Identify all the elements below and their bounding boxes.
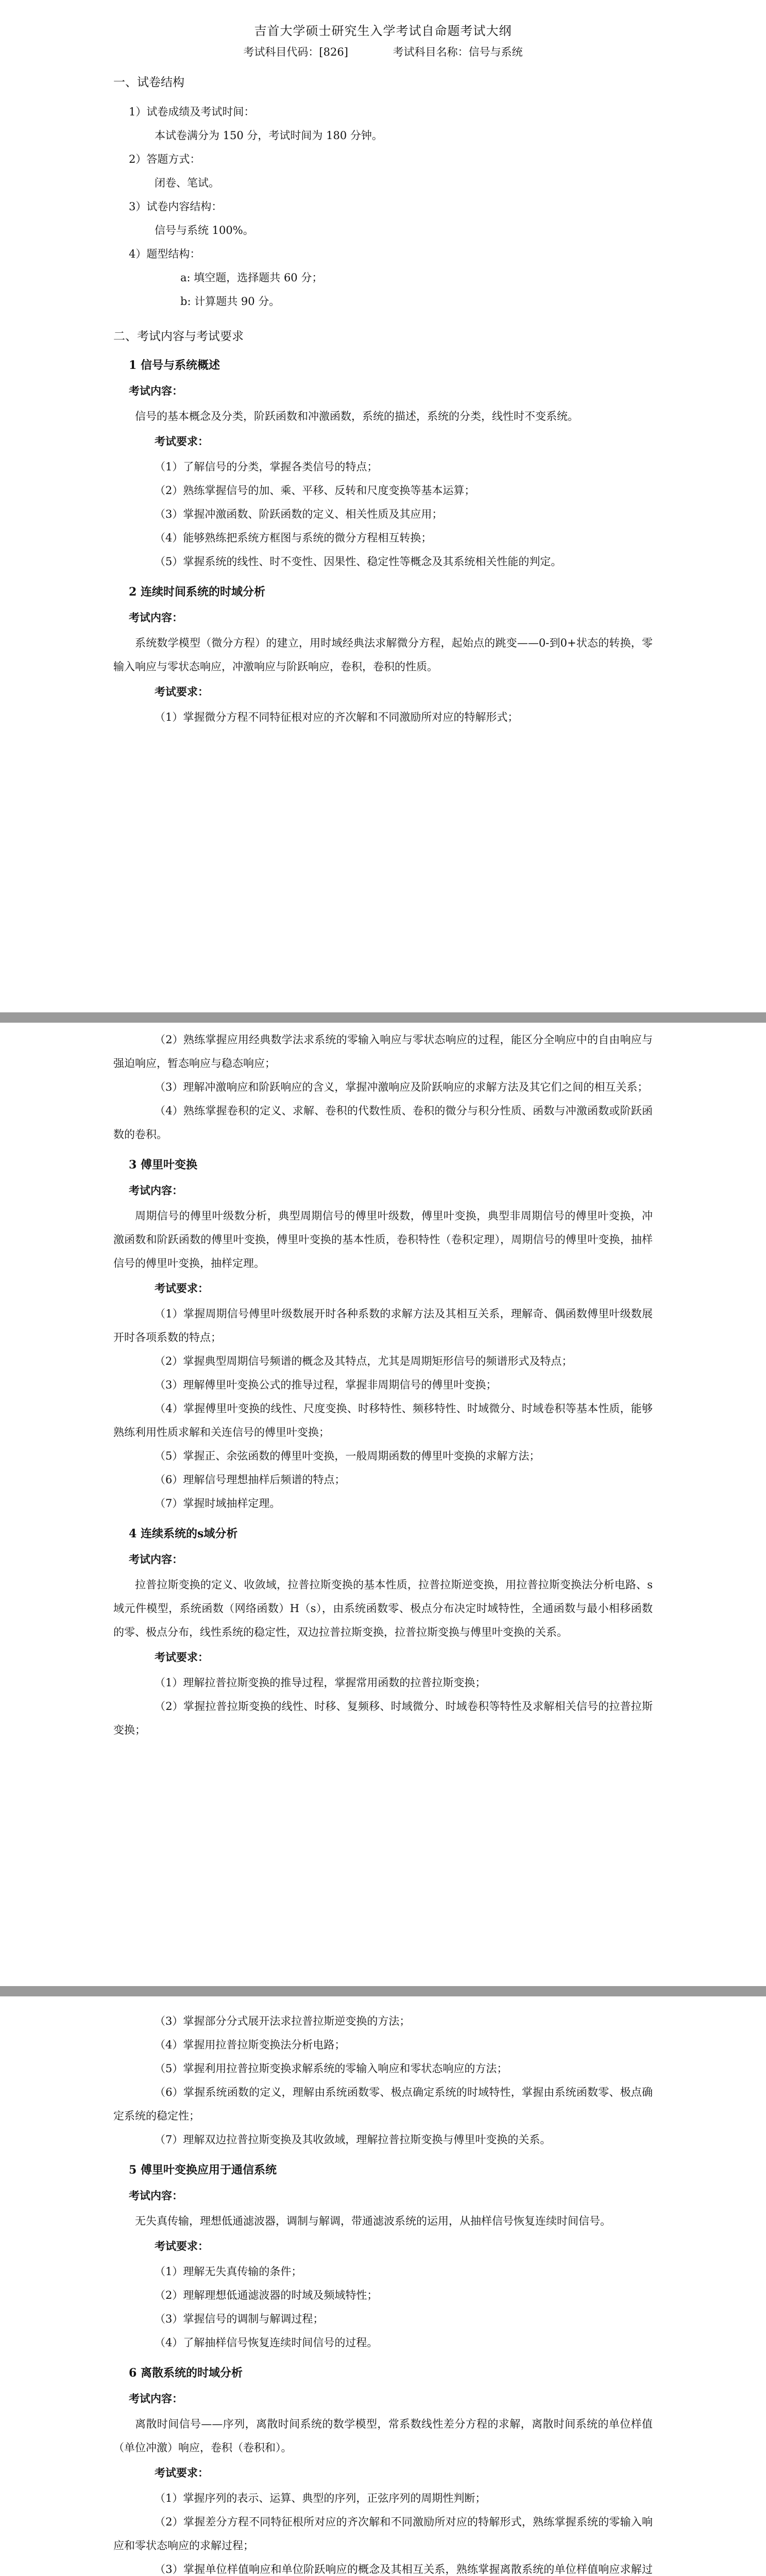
requirement-item: （2）熟练掌握应用经典数学法求系统的零输入响应与零状态响应的过程，能区分全响应中的自由响应与强迫响应，暂态响应与稳态响应； — [113, 1033, 653, 1070]
requirement-item: （1）掌握周期信号傅里叶级数展开时各种系数的求解方法及其相互关系，理解奇、偶函数傅里叶级数展开时各项系数的特点； — [113, 1308, 653, 1344]
section-heading-content: 二、考试内容与考试要求 — [113, 330, 244, 343]
content-label: 考试内容： — [129, 2189, 183, 2202]
requirement-item: （6）理解信号理想抽样后频谱的特点； — [155, 1473, 346, 1486]
content-label: 考试内容： — [129, 1184, 183, 1197]
requirement-item: （4）能够熟练把系统方框图与系统的微分方程相互转换； — [155, 532, 432, 544]
chapter-title: 4 连续系统的s域分析 — [129, 1527, 238, 1540]
document-title: 吉首大学硕士研究生入学考试自命题考试大纲 — [254, 24, 512, 38]
requirement-item: （1）掌握序列的表示、运算、典型的序列，正弦序列的周期性判断； — [155, 2492, 486, 2504]
requirement-item: （7）掌握时域抽样定理。 — [155, 1497, 281, 1510]
requirement-item: （5）掌握正、余弦函数的傅里叶变换，一般周期函数的傅里叶变换的求解方法； — [155, 1450, 540, 1462]
structure-item: 4）题型结构： — [129, 248, 201, 260]
chapter-title: 6 离散系统的时域分析 — [129, 2366, 243, 2380]
structure-detail: 信号与系统 100%。 — [155, 224, 254, 236]
requirement-item: （7）理解双边拉普拉斯变换及其收敛域，理解拉普拉斯变换与傅里叶变换的关系。 — [155, 2133, 551, 2146]
exam-meta — [113, 44, 653, 59]
content-label: 考试内容： — [129, 611, 183, 624]
exam-code: 考试科目代码：[826] — [243, 46, 348, 58]
content-label: 考试内容： — [129, 1553, 183, 1566]
chapter-title: 3 傅里叶变换 — [129, 1158, 197, 1172]
requirement-item: （5）掌握系统的线性、时不变性、因果性、稳定性等概念及其系统相关性能的判定。 — [155, 555, 562, 568]
requirement-item: （1）理解拉普拉斯变换的推导过程，掌握常用函数的拉普拉斯变换； — [155, 1676, 486, 1689]
requirement-item: （1）了解信号的分类，掌握各类信号的特点； — [155, 461, 378, 473]
structure-item: 3）试卷内容结构： — [129, 200, 223, 213]
content-text: 无失真传输，理想低通滤波器，调制与解调，带通滤波系统的运用，从抽样信号恢复连续时间信号。 — [135, 2215, 611, 2227]
structure-detail: a: 填空题，选择题共 60 分； — [180, 272, 323, 284]
requirement-label: 考试要求： — [155, 685, 209, 698]
structure-item: 1）试卷成绩及考试时间： — [129, 106, 255, 118]
chapter-title: 1 信号与系统概述 — [129, 359, 220, 372]
structure-detail: 闭卷、笔试。 — [155, 177, 219, 189]
requirement-item: （2）掌握拉普拉斯变换的线性、时移、复频移、时域微分、时域卷积等特性及求解相关信号的拉普拉斯变换； — [113, 1700, 653, 1736]
requirement-item: （3）掌握冲激函数、阶跃函数的定义、相关性质及其应用； — [155, 508, 443, 520]
content-text: 系统数学模型（微分方程）的建立，用时域经典法求解微分方程，起始点的跳变——0-到0+状态的转换，零输入响应与零状态响应，冲激响应与阶跃响应，卷积，卷积的性质。 — [113, 637, 653, 673]
requirement-item: （3）掌握单位样值响应和单位阶跃响应的概念及其相互关系，熟练掌握离散系统的单位样值响应求解过 — [155, 2563, 653, 2575]
content-text: 离散时间信号——序列，离散时间系统的数学模型，常系数线性差分方程的求解，离散时间系统的单位样值（单位冲激）响应，卷积（卷积和）。 — [113, 2418, 653, 2454]
requirement-item: （3）掌握部分分式展开法求拉普拉斯逆变换的方法； — [155, 2015, 411, 2027]
requirement-item: （2）理解理想低通滤波器的时域及频域特性； — [155, 2289, 378, 2301]
page-3 — [0, 1996, 766, 2576]
requirement-item: （4）熟练掌握卷积的定义、求解、卷积的代数性质、卷积的微分与积分性质、函数与冲激函数或阶跃函数的卷积。 — [113, 1105, 653, 1141]
requirement-item: （3）理解冲激响应和阶跃响应的含义，掌握冲激响应及阶跃响应的求解方法及其它们之间的相互关系； — [155, 1081, 649, 1093]
page-1 — [0, 0, 766, 1012]
requirement-item: （2）熟练掌握信号的加、乘、平移、反转和尺度变换等基本运算； — [155, 484, 475, 497]
requirement-item: （3）理解傅里叶变换公式的推导过程，掌握非周期信号的傅里叶变换； — [155, 1379, 497, 1391]
requirement-item: （6）掌握系统函数的定义，理解由系统函数零、极点确定系统的时域特性，掌握由系统函数零、极点确定系统的稳定性； — [113, 2086, 653, 2122]
page-2 — [0, 1023, 766, 1986]
requirement-item: （4）了解抽样信号恢复连续时间信号的过程。 — [155, 2336, 378, 2349]
requirement-label: 考试要求： — [155, 1282, 209, 1295]
exam-name: 考试科目名称：信号与系统 — [393, 46, 523, 58]
requirement-item: （1）理解无失真传输的条件； — [155, 2265, 302, 2278]
structure-detail: 本试卷满分为 150 分，考试时间为 180 分钟。 — [155, 129, 383, 142]
requirement-item: （4）掌握傅里叶变换的线性、尺度变换、时移特性、频移特性、时域微分、时域卷积等基本性质，能够熟练利用性质求解和关连信号的傅里叶变换； — [113, 1402, 653, 1438]
requirement-item: （4）掌握用拉普拉斯变换法分析电路； — [155, 2039, 346, 2051]
content-label: 考试内容： — [129, 2392, 183, 2405]
structure-detail: b: 计算题共 90 分。 — [180, 295, 280, 308]
requirement-label: 考试要求： — [155, 2240, 209, 2252]
requirement-label: 考试要求： — [155, 435, 209, 448]
content-text: 拉普拉斯变换的定义、收敛域，拉普拉斯变换的基本性质，拉普拉斯逆变换，用拉普拉斯变换法分析电路、s域元件模型，系统函数（网络函数）H（s），由系统函数零、极点分布决定时域特性，全通函数与最小相移函数的零、极点分布，线性系统的稳定性，双边拉普拉斯变换，拉普拉斯变换与傅里叶变换的关系。 — [113, 1579, 653, 1638]
section-heading-structure: 一、试卷结构 — [113, 76, 184, 89]
structure-item: 2）答题方式： — [129, 153, 201, 165]
requirement-item: （5）掌握利用拉普拉斯变换求解系统的零输入响应和零状态响应的方法； — [155, 2062, 508, 2075]
content-label: 考试内容： — [129, 384, 183, 397]
requirement-item: （1）掌握微分方程不同特征根对应的齐次解和不同激励所对应的特解形式； — [155, 711, 519, 723]
requirement-item: （2）掌握典型周期信号频谱的概念及其特点，尤其是周期矩形信号的频谱形式及特点； — [155, 1355, 573, 1367]
requirement-item: （3）掌握信号的调制与解调过程； — [155, 2313, 324, 2325]
content-text: 信号的基本概念及分类，阶跃函数和冲激函数，系统的描述，系统的分类，线性时不变系统。 — [135, 410, 578, 422]
chapter-title: 5 傅里叶变换应用于通信系统 — [129, 2163, 277, 2177]
requirement-item: （2）掌握差分方程不同特征根所对应的齐次解和不同激励所对应的特解形式，熟练掌握系统的零输入响应和零状态响应的求解过程； — [113, 2516, 653, 2552]
chapter-title: 2 连续时间系统的时域分析 — [129, 585, 265, 599]
requirement-label: 考试要求： — [155, 2466, 209, 2479]
content-text: 周期信号的傅里叶级数分析，典型周期信号的傅里叶级数，傅里叶变换，典型非周期信号的傅里叶变换，冲激函数和阶跃函数的傅里叶变换，傅里叶变换的基本性质，卷积特性（卷积定理），周期信号的傅里叶变换，抽样信号的傅里叶变换，抽样定理。 — [113, 1210, 653, 1269]
requirement-label: 考试要求： — [155, 1651, 209, 1664]
